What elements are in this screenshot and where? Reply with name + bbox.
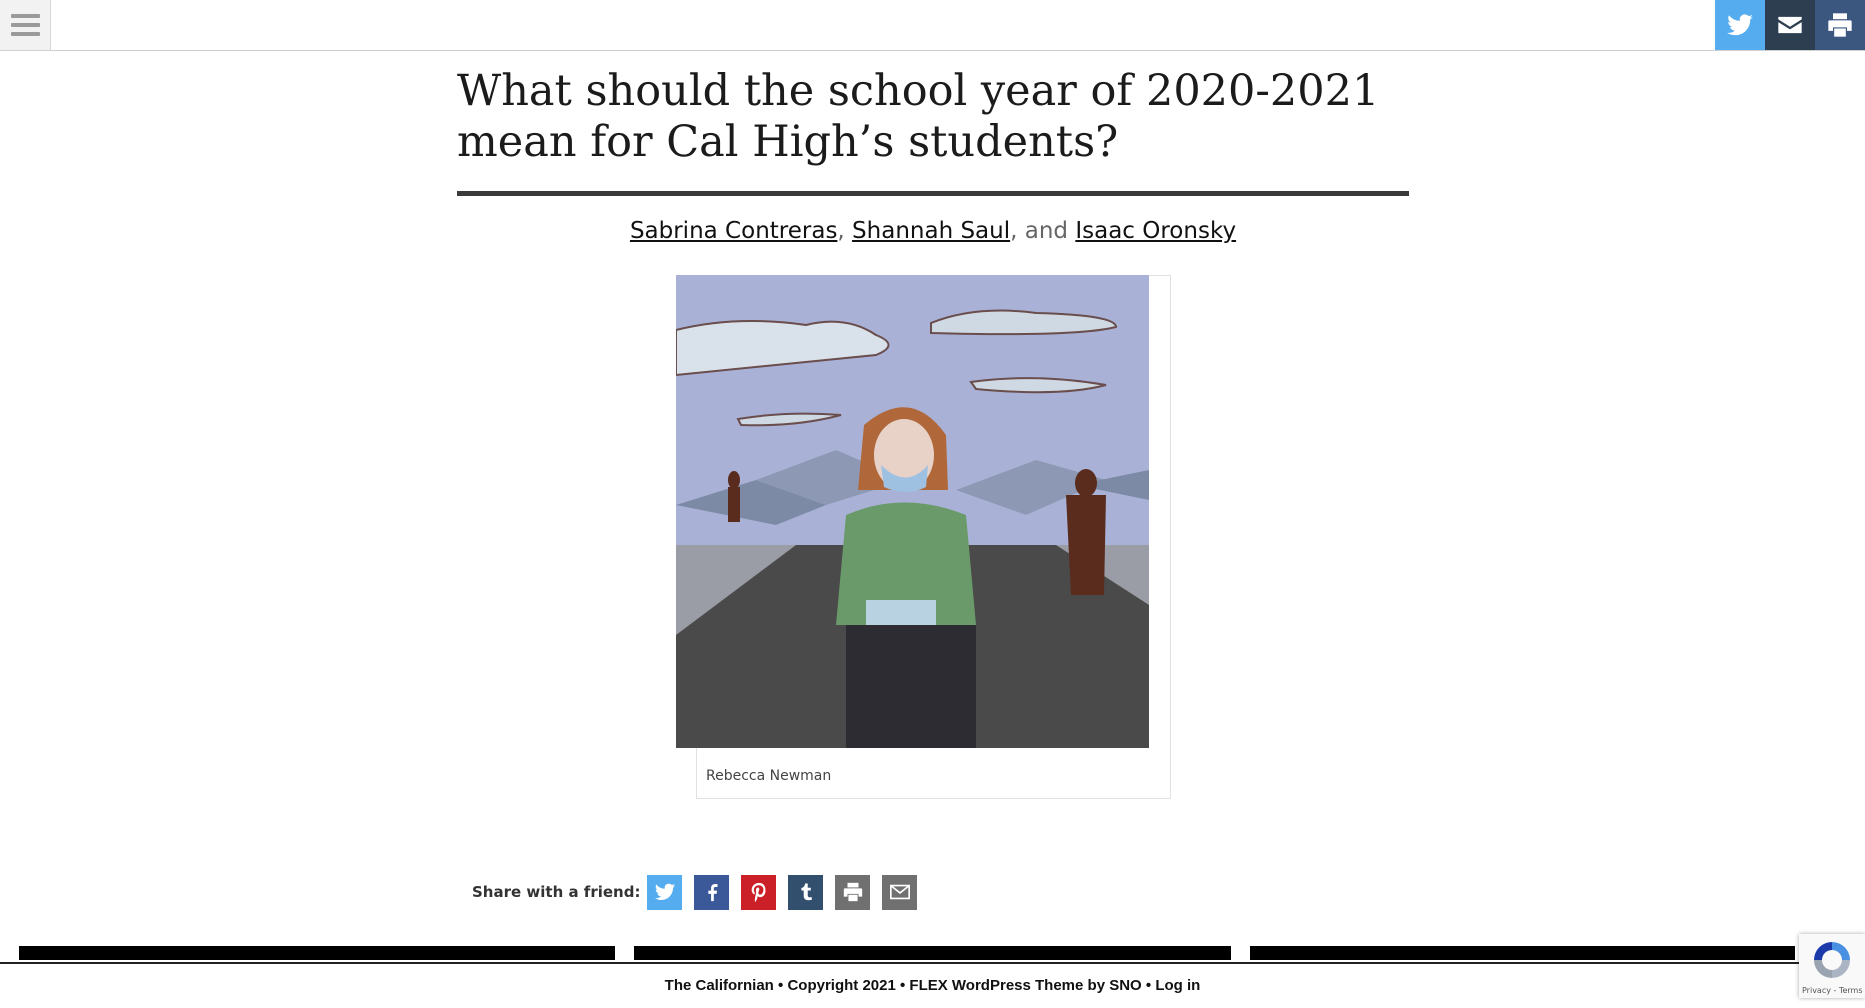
recaptcha-icon: [1810, 938, 1854, 982]
footer-separator: •: [1141, 977, 1156, 994]
footer-separator: •: [773, 977, 788, 994]
footer-site-link[interactable]: The Californian: [664, 977, 774, 994]
headline-divider: [457, 191, 1409, 196]
envelope-icon[interactable]: [1765, 0, 1815, 50]
top-bar: [0, 0, 1865, 51]
share-tumblr-button[interactable]: [788, 875, 823, 910]
recaptcha-privacy-terms[interactable]: Privacy - Terms: [1802, 986, 1863, 995]
byline-separator: ,: [837, 218, 853, 244]
share-bar: [472, 874, 929, 910]
author-link-sabrina-contreras[interactable]: Sabrina Contreras: [629, 218, 838, 244]
twitter-icon[interactable]: [1715, 0, 1765, 50]
footer-separator: •: [895, 977, 910, 994]
author-link-isaac-oronsky[interactable]: Isaac Oronsky: [1075, 218, 1237, 244]
related-widget-bar: [19, 946, 615, 960]
photo-credit: Rebecca Newman: [706, 768, 832, 784]
recaptcha-badge[interactable]: [1799, 934, 1865, 998]
share-email-button[interactable]: [882, 875, 917, 910]
featured-illustration[interactable]: [676, 275, 1149, 748]
share-twitter-button[interactable]: [647, 875, 682, 910]
print-icon[interactable]: [1815, 0, 1865, 50]
related-widget-bar: [634, 946, 1231, 960]
footer-theme-link[interactable]: FLEX WordPress Theme: [909, 977, 1084, 994]
share-label: Share with a friend:: [472, 883, 641, 901]
article-headline: What should the school year of 2020-2021 mean for Cal High’s students?: [457, 66, 1380, 167]
hamburger-menu-button[interactable]: [0, 0, 51, 50]
share-print-button[interactable]: [835, 875, 870, 910]
byline-separator: , and: [1010, 218, 1076, 244]
top-share-icons: [1715, 0, 1865, 50]
related-widget-bar: [1250, 946, 1795, 960]
footer-sno-link[interactable]: SNO: [1109, 977, 1142, 994]
footer-copyright: Copyright 2021: [787, 977, 896, 994]
footer-login-link[interactable]: Log in: [1155, 977, 1201, 994]
share-pinterest-button[interactable]: [741, 875, 776, 910]
site-footer: [0, 977, 1865, 994]
footer-by: by: [1083, 977, 1110, 994]
author-link-shannah-saul[interactable]: Shannah Saul: [852, 218, 1011, 244]
byline: [457, 218, 1409, 244]
share-facebook-button[interactable]: [694, 875, 729, 910]
footer-divider: [0, 962, 1865, 964]
